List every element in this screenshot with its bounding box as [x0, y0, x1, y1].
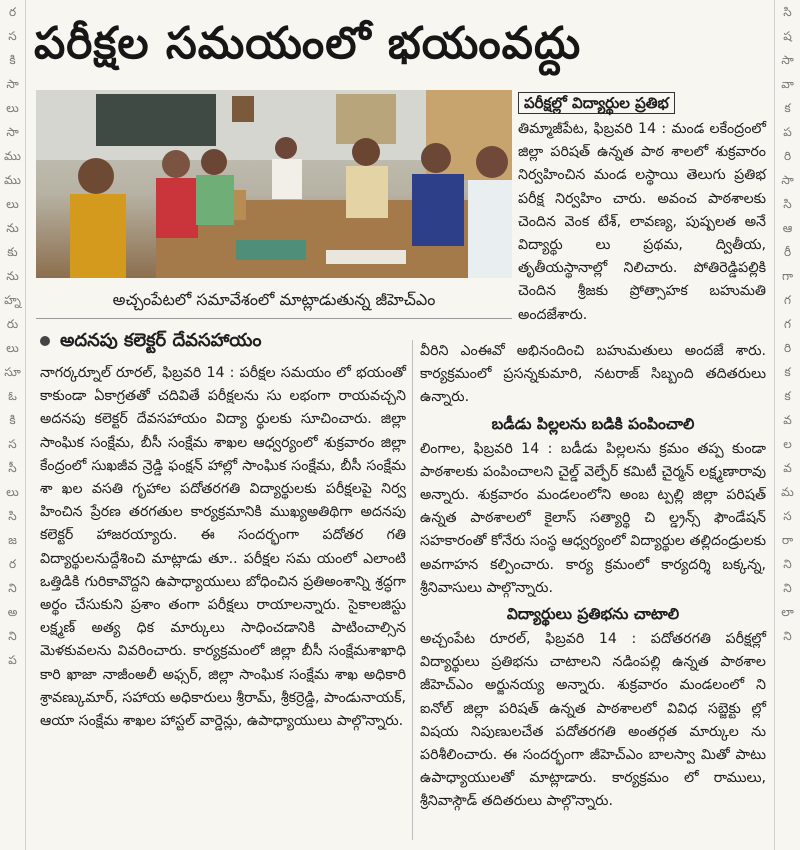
edge-glyph: ర	[8, 557, 17, 571]
talent-article	[518, 94, 766, 336]
edge-glyph: స	[8, 29, 17, 43]
students-text: అచ్చంపేట రూరల్, ఫిబ్రవరి 14 : పదోతరగతి పరీక్షల్లో విద్యార్థులు ప్రతిభను చాటాలని నడింపల్లి ఉన్నత పాఠశాల జీహెచ్ఎం అర్జునయ్య అన్నారు. శుక్రవారం మండలంలో ని ఐనోల్ జిల్లా పరిషత్ ఉన్నత పాఠశాలలో వివిధ సబ్జెక్టు ల్లో విషయ నిపుణులచేత పదోతరగతి అంతర్గత మార్కుల ను పరిశీలించారు. ఈ సందర్భంగా జీహెచ్ఎం బాలస్వా మితో పాటు ఉపాధ్యాయులతో మాట్లాడారు. కార్యక్రమం లో రాములు, శ్రీనివాస్గౌడ్ తదితరులు పాల్గొన్నారు.	[420, 631, 766, 810]
main-article-subheadline	[40, 330, 410, 355]
edge-glyph: రీ	[783, 245, 792, 259]
headline: పరీక్షల సమయంలో భయంవద్దు	[34, 18, 582, 69]
edge-glyph: క	[784, 389, 791, 403]
edge-glyph: సా	[6, 125, 19, 139]
edge-glyph: ప	[783, 125, 792, 139]
edge-glyph: కి	[9, 413, 16, 427]
meeting-photo-illustration	[36, 90, 512, 278]
edge-glyph: కి	[9, 53, 16, 67]
talent-article-text: తిమ్మాజీపేట, ఫిబ్రవరి 14 : మండ లకేంద్రంలో జిల్లా పరిషత్ ఉన్నత పాఠ శాలలో శుక్రవారం నిర్వహించిన మండ లస్థాయి తెలుగు ప్రతిభ పరీక్ష నిర్వహిం చారు. అవంచ పాఠశాలకు చెందిన వెంక టేశ్, లావణ్య, పుష్పలత అనే విద్యార్థు లు ప్రథమ, ద్వితీయ, తృతీయస్థానాల్లో నిలిచారు. పోతిరెడ్డిపల్లికి చెందిన శ్రీజకు ప్రోత్సాహక బహుమతి అందజేశారు.	[518, 121, 766, 323]
edge-glyph: గా	[781, 269, 794, 283]
edge-glyph: స	[8, 437, 17, 451]
students-heading: విద్యార్థులు ప్రతిభను చాటాలి	[506, 605, 680, 624]
edge-glyph: ని	[8, 629, 17, 643]
edge-glyph: ము	[4, 149, 21, 163]
edge-glyph: సి	[783, 197, 792, 211]
edge-glyph: సూ	[4, 365, 21, 379]
edge-glyph: స	[783, 509, 792, 523]
edge-glyph: సి	[783, 5, 792, 19]
edge-glyph: ఓ	[8, 389, 17, 403]
edge-glyph: ని	[783, 557, 792, 571]
edge-glyph: సా	[781, 173, 794, 187]
edge-glyph: రి	[783, 149, 792, 163]
edge-glyph: వ	[783, 461, 792, 475]
edge-glyph: సా	[6, 77, 19, 91]
edge-glyph: ప	[8, 653, 17, 667]
talent-article-heading: పరీక్షల్లో విద్యార్థుల ప్రతిభ	[518, 92, 675, 114]
main-article-body	[40, 362, 406, 840]
edge-glyph: ష	[783, 29, 792, 43]
edge-glyph: ని	[783, 581, 792, 595]
main-article-text: నాగర్కర్నూల్ రూరల్, ఫిబ్రవరి 14 : పరీక్షల సమయం లో భయంతో కాకుండా ఏకాగ్రతతో చదివితే పరీక్షలను సు లభంగా రాయవచ్చని అదనపు కలెక్టర్ దేవసహాయం విద్యా ర్థులకు సూచించారు. జిల్లా సాంఘిక సంక్షేమ, బీసీ సంక్షేమ శాఖల ఆధ్వర్యంలో శుక్రవారం జిల్లా కేంద్రంలో సుఖజీవ న్రెడ్డి ఫంక్షన్ హాల్లో సాంఘిక సంక్షేమ, బీసీ సంక్షేమ శా ఖల వసతి గృహాల పదోతరగతి విద్యార్థులకు పరీక్షలపై నిర్వ హించిన ప్రేరణ తరగతుల కార్యక్రమానికి ముఖ్యఅతిథిగా అదనపు కలెక్టర్ హాజరయ్యారు. ఈ సందర్భంగా పదోతర గతి విద్యార్థులనుద్దేశించి మాట్లాడు తూ.. పరీక్షల సమ యంలో ఎలాంటి ఒత్తిడికి గురికావొద్దని ఉపాధ్యాయులు బోధించిన ప్రతిఅంశాన్ని శ్రద్ధగా అర్థం చేసుకుని ప్రశాం తంగా పరీక్షలు రాయాలన్నారు. సైకాలజిస్టు లక్ష్మణ్ అత్య ధిక మార్కులు సాధించడానికి పాటించాల్సిన మెళకువలను వివరించారు. కార్యక్రమంలో జిల్లా బీసీ సంక్షేమశాఖాధి కారి ఖాజా నాజీంఅలీ అఫ్సర్, జిల్లా సాంఘిక సంక్షేమ శాఖ అధికారి శ్రావణ్కుమార్, సహాయ అధికారులు శ్రీరామ్, శ్రీకర్రెడ్డి, పాండునాయక్, ఆయా సంక్షేమ శాఖల హాస్టల్ వార్డెన్లు, ఉపాధ్యాయులు పాల్గొన్నారు.	[40, 365, 406, 730]
edge-glyph: హ్న	[4, 293, 21, 307]
edge-glyph: సా	[781, 53, 794, 67]
edge-glyph: ల	[783, 437, 792, 451]
right-column-edge	[774, 0, 800, 850]
edge-glyph: కు	[7, 245, 18, 259]
edge-glyph: గ	[784, 317, 791, 331]
edge-glyph: సీ	[8, 461, 17, 475]
edge-glyph: రు	[6, 317, 19, 331]
edge-glyph: ని	[8, 581, 17, 595]
edge-glyph: మ	[781, 485, 794, 499]
column-divider	[412, 340, 413, 840]
edge-glyph: లా	[781, 605, 794, 619]
edge-glyph: వా	[781, 77, 794, 91]
photo-caption: అచ్చంపేటలో సమావేశంలో మాట్లాడుతున్న జీహెచ్ఎం	[112, 290, 436, 309]
edge-glyph: ని	[783, 629, 792, 643]
edge-glyph: లు	[6, 341, 19, 355]
edge-glyph: రి	[783, 341, 792, 355]
edge-glyph: క	[784, 365, 791, 379]
subheadline-text: అదనపు కలెక్టర్ దేవసహాయం	[60, 330, 262, 351]
edge-glyph: ను	[6, 269, 19, 283]
edge-glyph: రా	[781, 533, 794, 547]
left-column-edge	[0, 0, 26, 850]
edge-glyph: ము	[4, 173, 21, 187]
edge-glyph: జ	[8, 533, 17, 547]
edge-glyph: లు	[6, 485, 19, 499]
edge-glyph: అ	[7, 605, 18, 619]
bullet-icon	[40, 336, 50, 346]
edge-glyph: క	[784, 101, 791, 115]
news-photo	[36, 90, 512, 278]
talent-article-continued: వీరిని ఎంఈవో అభినందించి బహుమతులు అందజే శారు. కార్యక్రమంలో ప్రసన్నకుమారి, నటరాజ్ సిబ్బంది తదితరులు ఉన్నారు.	[420, 343, 766, 406]
child-labour-text: లింగాల, ఫిబ్రవరి 14 : బడీడు పిల్లలను క్రమం తప్ప కుండా పాఠశాలకు పంపించాలని చైల్డ్ వెల్ఫేర్ కమిటీ చైర్మన్ లక్ష్మణారావు అన్నారు. శుక్రవారం మండలంలోని అంబ ట్పల్లి జిల్లా పరిషత్ ఉన్నత పాఠశాలలో కైలాస్ సత్యార్థి చి ల్డ్రన్స్ ఫౌండేషన్ సహకారంతో కోనేరు సంస్థ ఆధ్వర్యంలో విద్యార్థుల తల్లిదండ్రులకు అవగాహన కల్పించారు. కార్య క్రమంలో కార్యదర్శి బక్కన్న, శ్రీనివాసులు పాల్గొన్నారు.	[420, 440, 766, 596]
edge-glyph: గ	[784, 293, 791, 307]
edge-glyph: ను	[6, 221, 19, 235]
divider-line	[36, 318, 512, 319]
edge-glyph: ర	[8, 5, 17, 19]
edge-glyph: లు	[6, 101, 19, 115]
child-labour-heading: బడీడు పిల్లలను బడికి పంపించాలి	[491, 414, 695, 433]
edge-glyph: లు	[6, 197, 19, 211]
edge-glyph: సి	[8, 509, 17, 523]
edge-glyph: వ	[783, 413, 792, 427]
right-articles	[420, 340, 766, 840]
edge-glyph: ఆ	[782, 221, 793, 235]
